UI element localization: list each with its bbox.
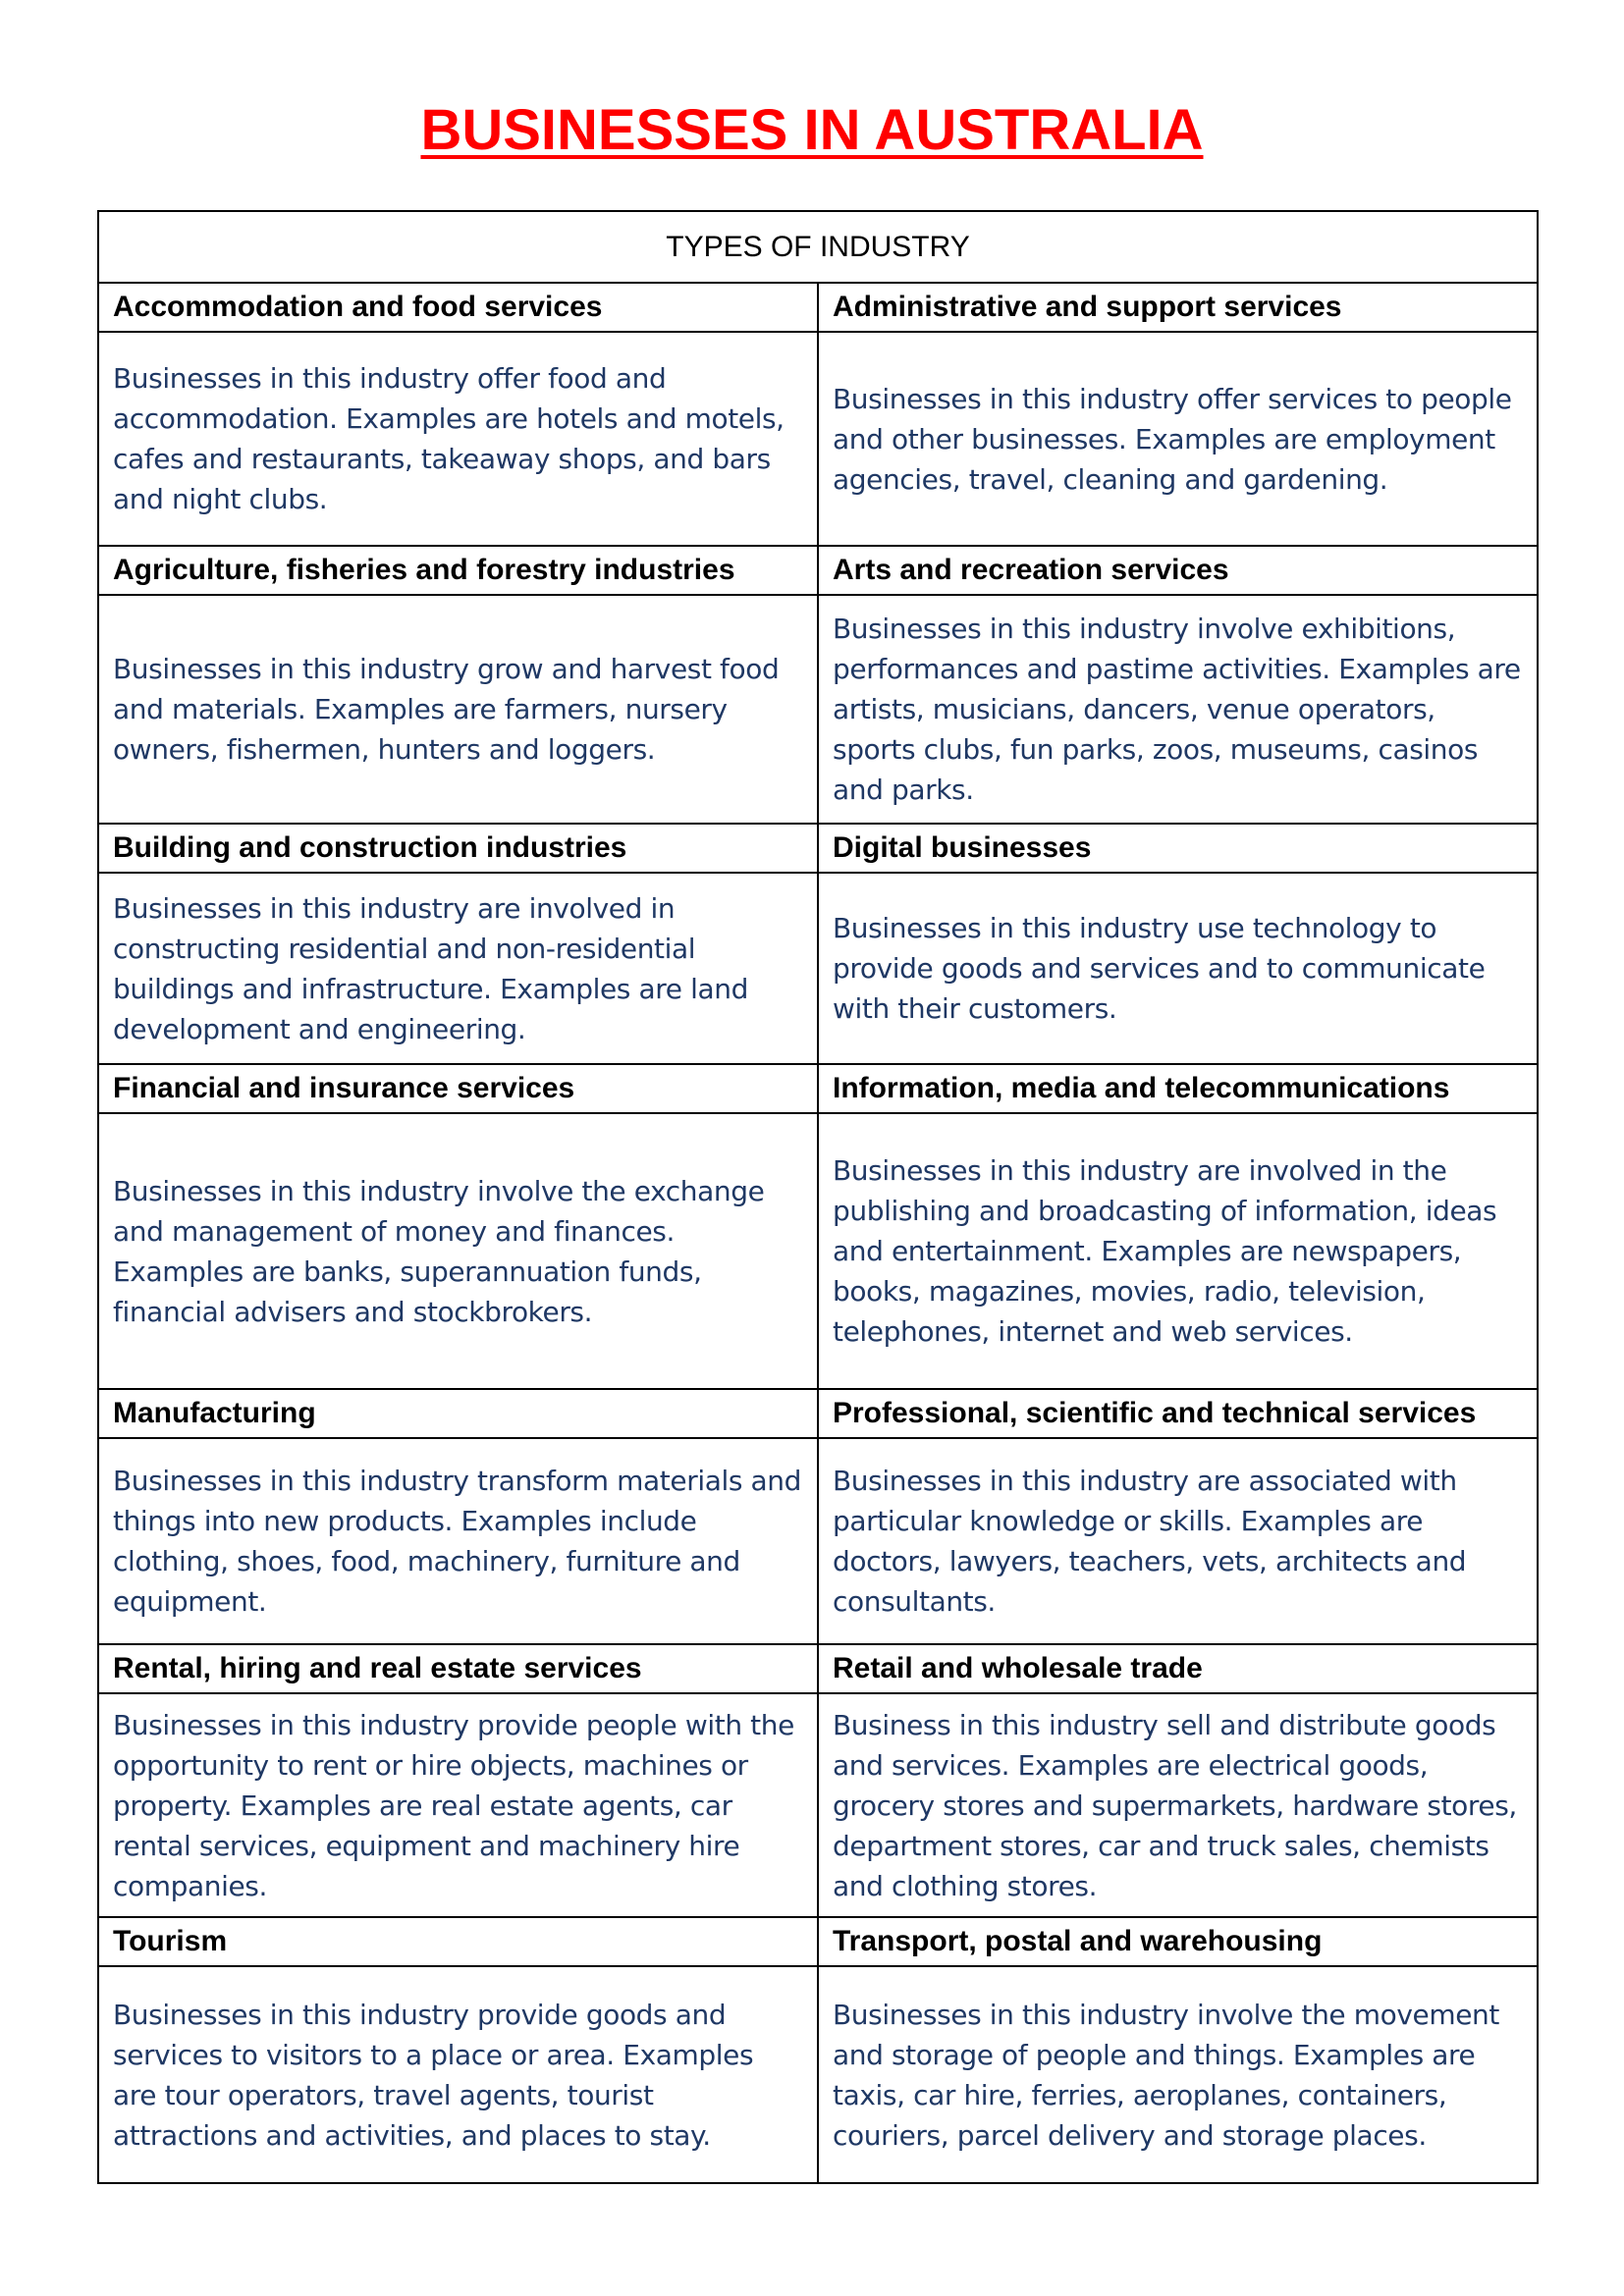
industry-heading-row: [98, 283, 1538, 332]
page-title: BUSINESSES IN AUSTRALIA: [420, 98, 1204, 162]
industry-title: Financial and insurance services: [98, 1064, 818, 1113]
industry-description-row: [98, 1693, 1538, 1917]
table-header: TYPES OF INDUSTRY: [98, 211, 1538, 283]
industry-heading-row: [98, 1644, 1538, 1693]
industry-title: Information, media and telecommunications: [818, 1064, 1538, 1113]
industry-description: Businesses in this industry are associated with particular knowledge or skills. Examples are doctors, lawyers, teachers, vets, architects and consultants.: [818, 1438, 1538, 1644]
industry-description: Businesses in this industry involve the exchange and management of money and finances. Examples are banks, superannuation funds, financial advisers and stockbrokers.: [98, 1113, 818, 1389]
industry-title: Building and construction industries: [98, 824, 818, 873]
industry-description: Businesses in this industry offer food and accommodation. Examples are hotels and motels, cafes and restaurants, takeaway shops, and bars and night clubs.: [98, 332, 818, 546]
industry-title: Retail and wholesale trade: [818, 1644, 1538, 1693]
industry-title: Rental, hiring and real estate services: [98, 1644, 818, 1693]
industry-description: Businesses in this industry provide goods and services to visitors to a place or area. Examples are tour operators, travel agents, tourist attractions and activities, and places to stay.: [98, 1966, 818, 2183]
industry-heading-row: [98, 1917, 1538, 1966]
industry-description: Businesses in this industry involve exhibitions, performances and pastime activities. Examples are artists, musicians, dancers, venue operators, sports clubs, fun parks, zoos, museums, casinos and parks.: [818, 595, 1538, 824]
industry-title: Administrative and support services: [818, 283, 1538, 332]
industry-description: Businesses in this industry grow and harvest food and materials. Examples are farmers, nursery owners, fishermen, hunters and loggers.: [98, 595, 818, 824]
industry-description-row: [98, 1438, 1538, 1644]
industry-description-row: [98, 1113, 1538, 1389]
industry-description: Businesses in this industry provide people with the opportunity to rent or hire objects, machines or property. Examples are real estate agents, car rental services, equipment and machinery hire companies.: [98, 1693, 818, 1917]
industry-title: Arts and recreation services: [818, 546, 1538, 595]
industry-description: Businesses in this industry are involved in constructing residential and non-residential buildings and infrastructure. Examples are land development and engineering.: [98, 873, 818, 1064]
industry-description: Businesses in this industry transform materials and things into new products. Examples include clothing, shoes, food, machinery, furniture and equipment.: [98, 1438, 818, 1644]
industry-description: Businesses in this industry are involved in the publishing and broadcasting of information, ideas and entertainment. Examples are newspapers, books, magazines, movies, radio, television, telephones, internet and web services.: [818, 1113, 1538, 1389]
industry-title: Digital businesses: [818, 824, 1538, 873]
industry-description: Businesses in this industry use technology to provide goods and services and to communicate with their customers.: [818, 873, 1538, 1064]
industry-heading-row: [98, 824, 1538, 873]
industry-description-row: [98, 873, 1538, 1064]
industry-table: [97, 210, 1539, 2184]
industry-heading-row: [98, 546, 1538, 595]
industry-description-row: [98, 595, 1538, 824]
industry-heading-row: [98, 1389, 1538, 1438]
industry-title: Accommodation and food services: [98, 283, 818, 332]
industry-heading-row: [98, 1064, 1538, 1113]
industry-title: Professional, scientific and technical services: [818, 1389, 1538, 1438]
table-header-row: [98, 211, 1538, 283]
industry-description: Businesses in this industry involve the movement and storage of people and things. Examples are taxis, car hire, ferries, aeroplanes, containers, couriers, parcel delivery and storage places.: [818, 1966, 1538, 2183]
industry-title: Agriculture, fisheries and forestry industries: [98, 546, 818, 595]
industry-description-row: [98, 332, 1538, 546]
industry-description: Business in this industry sell and distribute goods and services. Examples are electrical goods, grocery stores and supermarkets, hardware stores, department stores, car and truck sales, chemists and clothing stores.: [818, 1693, 1538, 1917]
industry-description-row: [98, 1966, 1538, 2183]
industry-description: Businesses in this industry offer services to people and other businesses. Examples are employment agencies, travel, cleaning and gardening.: [818, 332, 1538, 546]
industry-title: Manufacturing: [98, 1389, 818, 1438]
industry-title: Transport, postal and warehousing: [818, 1917, 1538, 1966]
industry-title: Tourism: [98, 1917, 818, 1966]
